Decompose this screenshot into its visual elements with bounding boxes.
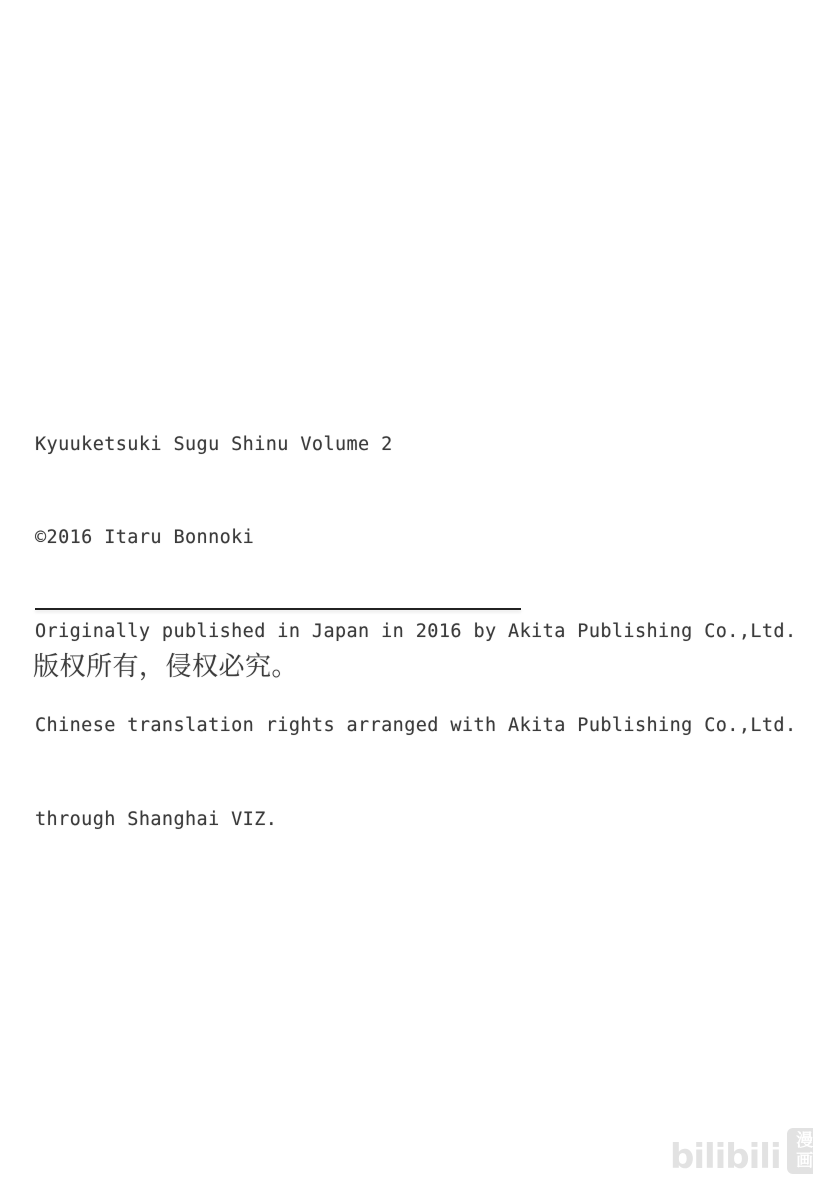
book-title-line: Kyuuketsuki Sugu Shinu Volume 2 (35, 433, 393, 455)
copyright-author-line: ©2016 Itaru Bonnoki (35, 527, 255, 549)
copyright-block (35, 366, 797, 898)
translation-rights-line: Chinese translation rights arranged with Akita Publishing Co.,Ltd. (35, 715, 797, 737)
manga-badge-icon (787, 1128, 813, 1174)
manga-badge-char-2: 画 (796, 1150, 813, 1171)
divider-rule (35, 608, 521, 610)
bilibili-wordmark: bilibili (670, 1137, 781, 1177)
rights-notice-text: 版权所有，侵权必究。 (33, 652, 299, 682)
rights-agent-line: through Shanghai VIZ. (35, 809, 278, 831)
manga-badge-char-1: 漫 (796, 1130, 813, 1151)
bilibili-manga-watermark (670, 1128, 813, 1177)
original-publication-line: Originally published in Japan in 2016 by Akita Publishing Co.,Ltd. (35, 621, 797, 643)
